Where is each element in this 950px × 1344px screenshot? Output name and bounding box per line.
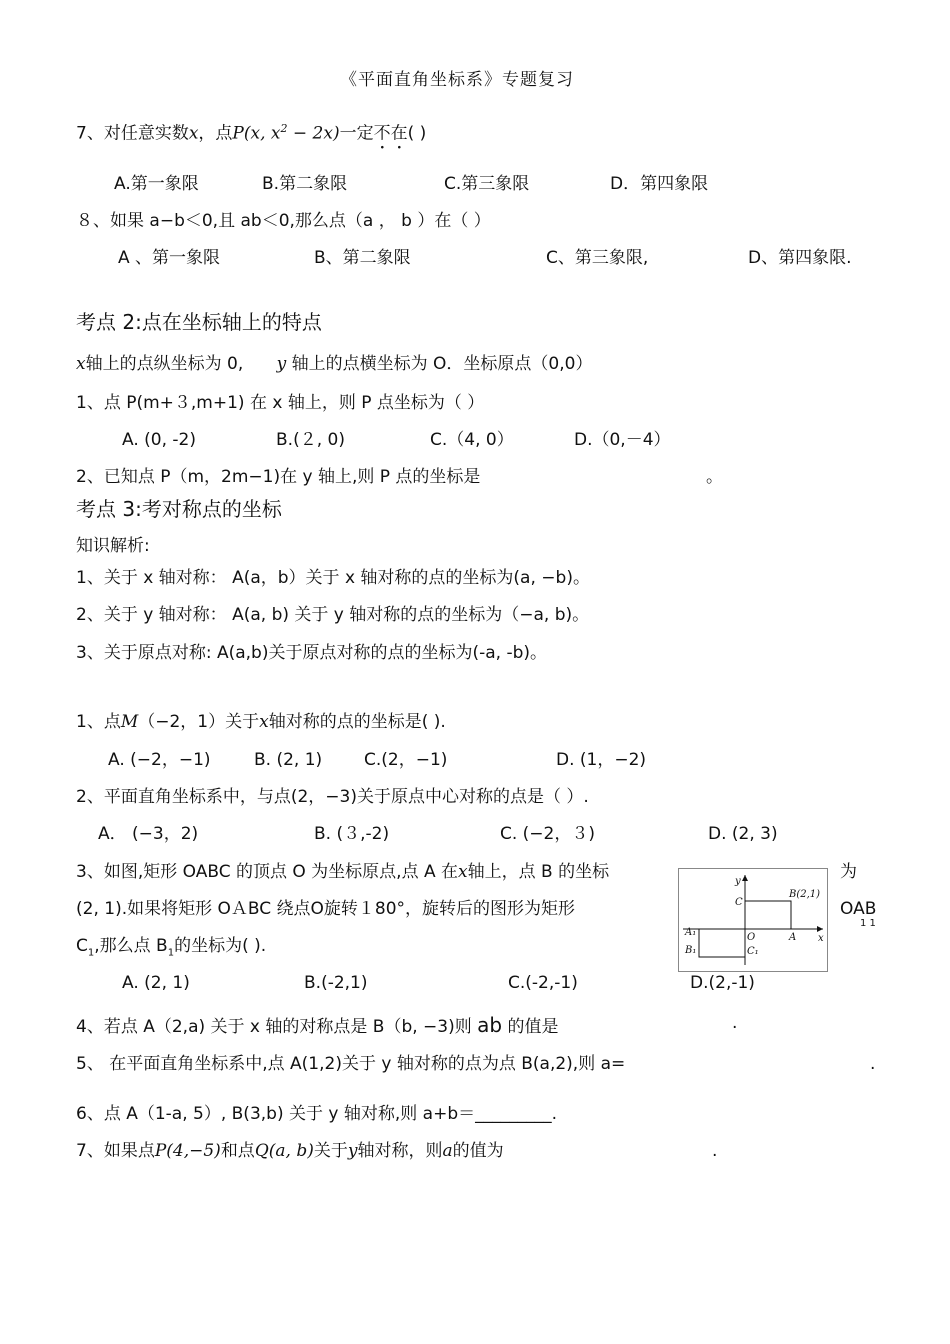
knowledge-1: 1、关于 x 轴对称： A(a，b）关于 x 轴对称的点的坐标为(a, −b)。 [76, 568, 590, 588]
ex1-b: （−2，1）关于 [138, 712, 260, 732]
exercise-3-line1 [76, 862, 609, 882]
section-2-q1: 1、点 P(m+３,m+1) 在 x 轴上，则 P 点坐标为（ ） [76, 393, 485, 413]
ex4-ab: ab [477, 1013, 503, 1037]
exercise-3-oab-sub: 1 1 [860, 918, 876, 929]
exercise-5: 5、 在平面直角坐标系中,点 A(1,2)关于 y 轴对称的点为点 B(a,2),则 a= [76, 1054, 626, 1074]
section-3-heading: 考点 3:考对称点的坐标 [76, 497, 282, 521]
ex2-option-a: A． (−3，2) [98, 824, 199, 844]
ex3-option-a: A. (2, 1) [122, 973, 190, 993]
label-b1: B₁ [685, 945, 697, 956]
ex7-a-var: a [442, 1141, 453, 1161]
q7-option-c: C.第三象限 [444, 174, 530, 194]
ex1-option-b: B. (2, 1) [254, 750, 323, 770]
exercise-4 [76, 1013, 559, 1037]
ex3-b1-sub: 1 [167, 947, 175, 959]
question-8-top: ８、如果 a−b＜0,且 ab＜0,那么点（a ， b ）在（ ） [76, 211, 491, 231]
ex4-a: 4、若点 A（2,a) 关于 x 轴的对称点是 B（b, −3)则 [76, 1017, 472, 1037]
ex1-c: 轴对称的点的坐标是( ). [268, 712, 446, 732]
s2q1-option-d: D.（0,－4） [574, 430, 671, 450]
ex1-option-d: D. (1，−2) [556, 750, 647, 770]
exercise-5-end: . [870, 1054, 876, 1074]
ex7-q: Q(a, b) [254, 1141, 314, 1161]
ex1-option-a: A. (−2，−1) [108, 750, 211, 770]
q7-sup: 2 [280, 122, 288, 135]
q7-var: x [188, 123, 199, 144]
q7-mid: ，点 [198, 123, 233, 144]
ex4-b: 的值是 [507, 1017, 559, 1037]
ex3-option-b: B.(-2,1) [304, 973, 368, 993]
note-x-var: x [76, 354, 86, 374]
exercise-3-wei: 为 [840, 862, 857, 882]
exercise-3-oab: OAB [840, 899, 877, 919]
ex3-b: 轴上，点 B 的坐标 [467, 862, 610, 882]
s2q1-option-a: A. (0, -2) [122, 430, 196, 450]
exercise-3-line2: (2, 1).如果将矩形 OＡBC 绕点O旋转１80°，旋转后的图形为矩形 [76, 899, 576, 919]
section-2-q2-end: 。 [706, 467, 723, 487]
s2q1-option-b: B.(２, 0) [276, 430, 345, 450]
label-o: O [747, 932, 756, 943]
knowledge-3: 3、关于原点对称: A(a,b)关于原点对称的点的坐标为(-a, -b)。 [76, 643, 548, 663]
rectangle-oa1b1c1 [699, 929, 745, 957]
exercise-3-line3 [76, 936, 266, 959]
q7-tail-c: ( ) [407, 123, 427, 144]
label-b: B(2,1) [789, 889, 821, 900]
ex3-option-c: C.(-2,-1) [508, 973, 578, 993]
q7-tail-a: 一定 [339, 123, 374, 144]
q8-option-b: B、第二象限 [314, 248, 411, 268]
y-axis-arrow [742, 875, 748, 881]
exercise-2: 2、平面直角坐标系中，与点(2，−3)关于原点中心对称的点是（ ）. [76, 787, 589, 807]
ex3-c1: C [76, 936, 88, 956]
ex3-option-d: D.(2,-1) [690, 973, 755, 993]
q7-point-end: − 2x) [287, 123, 340, 144]
section-2-note [76, 354, 592, 374]
s2q1-option-c: C.（4, 0） [430, 430, 514, 450]
rectangle-oabc [745, 901, 791, 929]
ex7-d: 轴对称，则 [357, 1141, 443, 1161]
ex2-option-b: B. (３,-2) [314, 824, 390, 844]
knowledge-label: 知识解析: [76, 536, 150, 556]
q7-option-b: B.第二象限 [262, 174, 348, 194]
ex1-m: M [120, 712, 139, 732]
note-y-var: y [276, 354, 287, 374]
ex2-option-d: D. (2, 3) [708, 824, 778, 844]
ex7-e: 的值为 [452, 1141, 504, 1161]
exercise-7-end: . [712, 1141, 718, 1161]
ex7-c: 关于 [313, 1141, 348, 1161]
label-c1: C₁ [747, 946, 759, 957]
exercise-1 [76, 712, 446, 732]
q8-option-d: D、第四象限. [748, 248, 852, 268]
q8-option-a: A 、第一象限 [118, 248, 221, 268]
label-a: A [789, 932, 797, 943]
label-x: x [818, 933, 824, 944]
ex7-b: 和点 [220, 1141, 255, 1161]
q7-option-d: D．第四象限 [610, 174, 709, 194]
ex7-y: y [347, 1141, 358, 1161]
coordinate-diagram [679, 869, 827, 971]
label-c: C [735, 897, 743, 908]
rectangle-figure [678, 868, 828, 972]
q7-prefix: 7、对任意实数 [76, 123, 189, 144]
question-7-top [76, 122, 426, 154]
ex7-a: 7、如果点 [76, 1141, 155, 1161]
note-a: 轴上的点纵坐标为 0, [85, 354, 244, 374]
ex3-x: x [458, 862, 468, 882]
ex1-a: 1、点 [76, 712, 121, 732]
note-b: 轴上的点横坐标为 O．坐标原点（0,0） [291, 354, 593, 374]
q7-tail-emphasis: 不在 [373, 123, 408, 144]
label-a1: A₁ [685, 927, 697, 938]
q8-option-c: C、第三象限, [546, 248, 649, 268]
label-y: y [735, 876, 741, 887]
q7-point: P(x, x [232, 123, 281, 144]
ex7-p: P(4,−5) [154, 1141, 221, 1161]
ex1-x: x [259, 712, 269, 732]
ex3-c1-sub: 1 [87, 947, 95, 959]
section-2-heading: 考点 2:点在坐标轴上的特点 [76, 310, 322, 334]
ex2-option-c: C. (−2，３) [500, 824, 596, 844]
q7-option-a: A.第一象限 [114, 174, 199, 194]
exercise-7 [76, 1141, 504, 1161]
ex3-a: 3、如图,矩形 OABC 的顶点 O 为坐标原点,点 A 在 [76, 862, 459, 882]
ex1-option-c: C.(2，−1) [364, 750, 448, 770]
ex3-line3: ,那么点 B [94, 936, 168, 956]
x-axis-arrow [817, 926, 823, 932]
exercise-6: 6、点 A（1-a, 5）, B(3,b) 关于 y 轴对称,则 a+b＝_________. [76, 1104, 558, 1124]
exercise-4-end: . [732, 1013, 738, 1033]
page-title: 《平面直角坐标系》专题复习 [340, 70, 574, 90]
knowledge-2: 2、关于 y 轴对称： A(a, b) 关于 y 轴对称的点的坐标为（−a, b)。 [76, 605, 590, 625]
section-2-q2: 2、已知点 P（m，2m−1)在 y 轴上,则 P 点的坐标是 [76, 467, 481, 487]
ex3-line3-end: 的坐标为( ). [174, 936, 267, 956]
